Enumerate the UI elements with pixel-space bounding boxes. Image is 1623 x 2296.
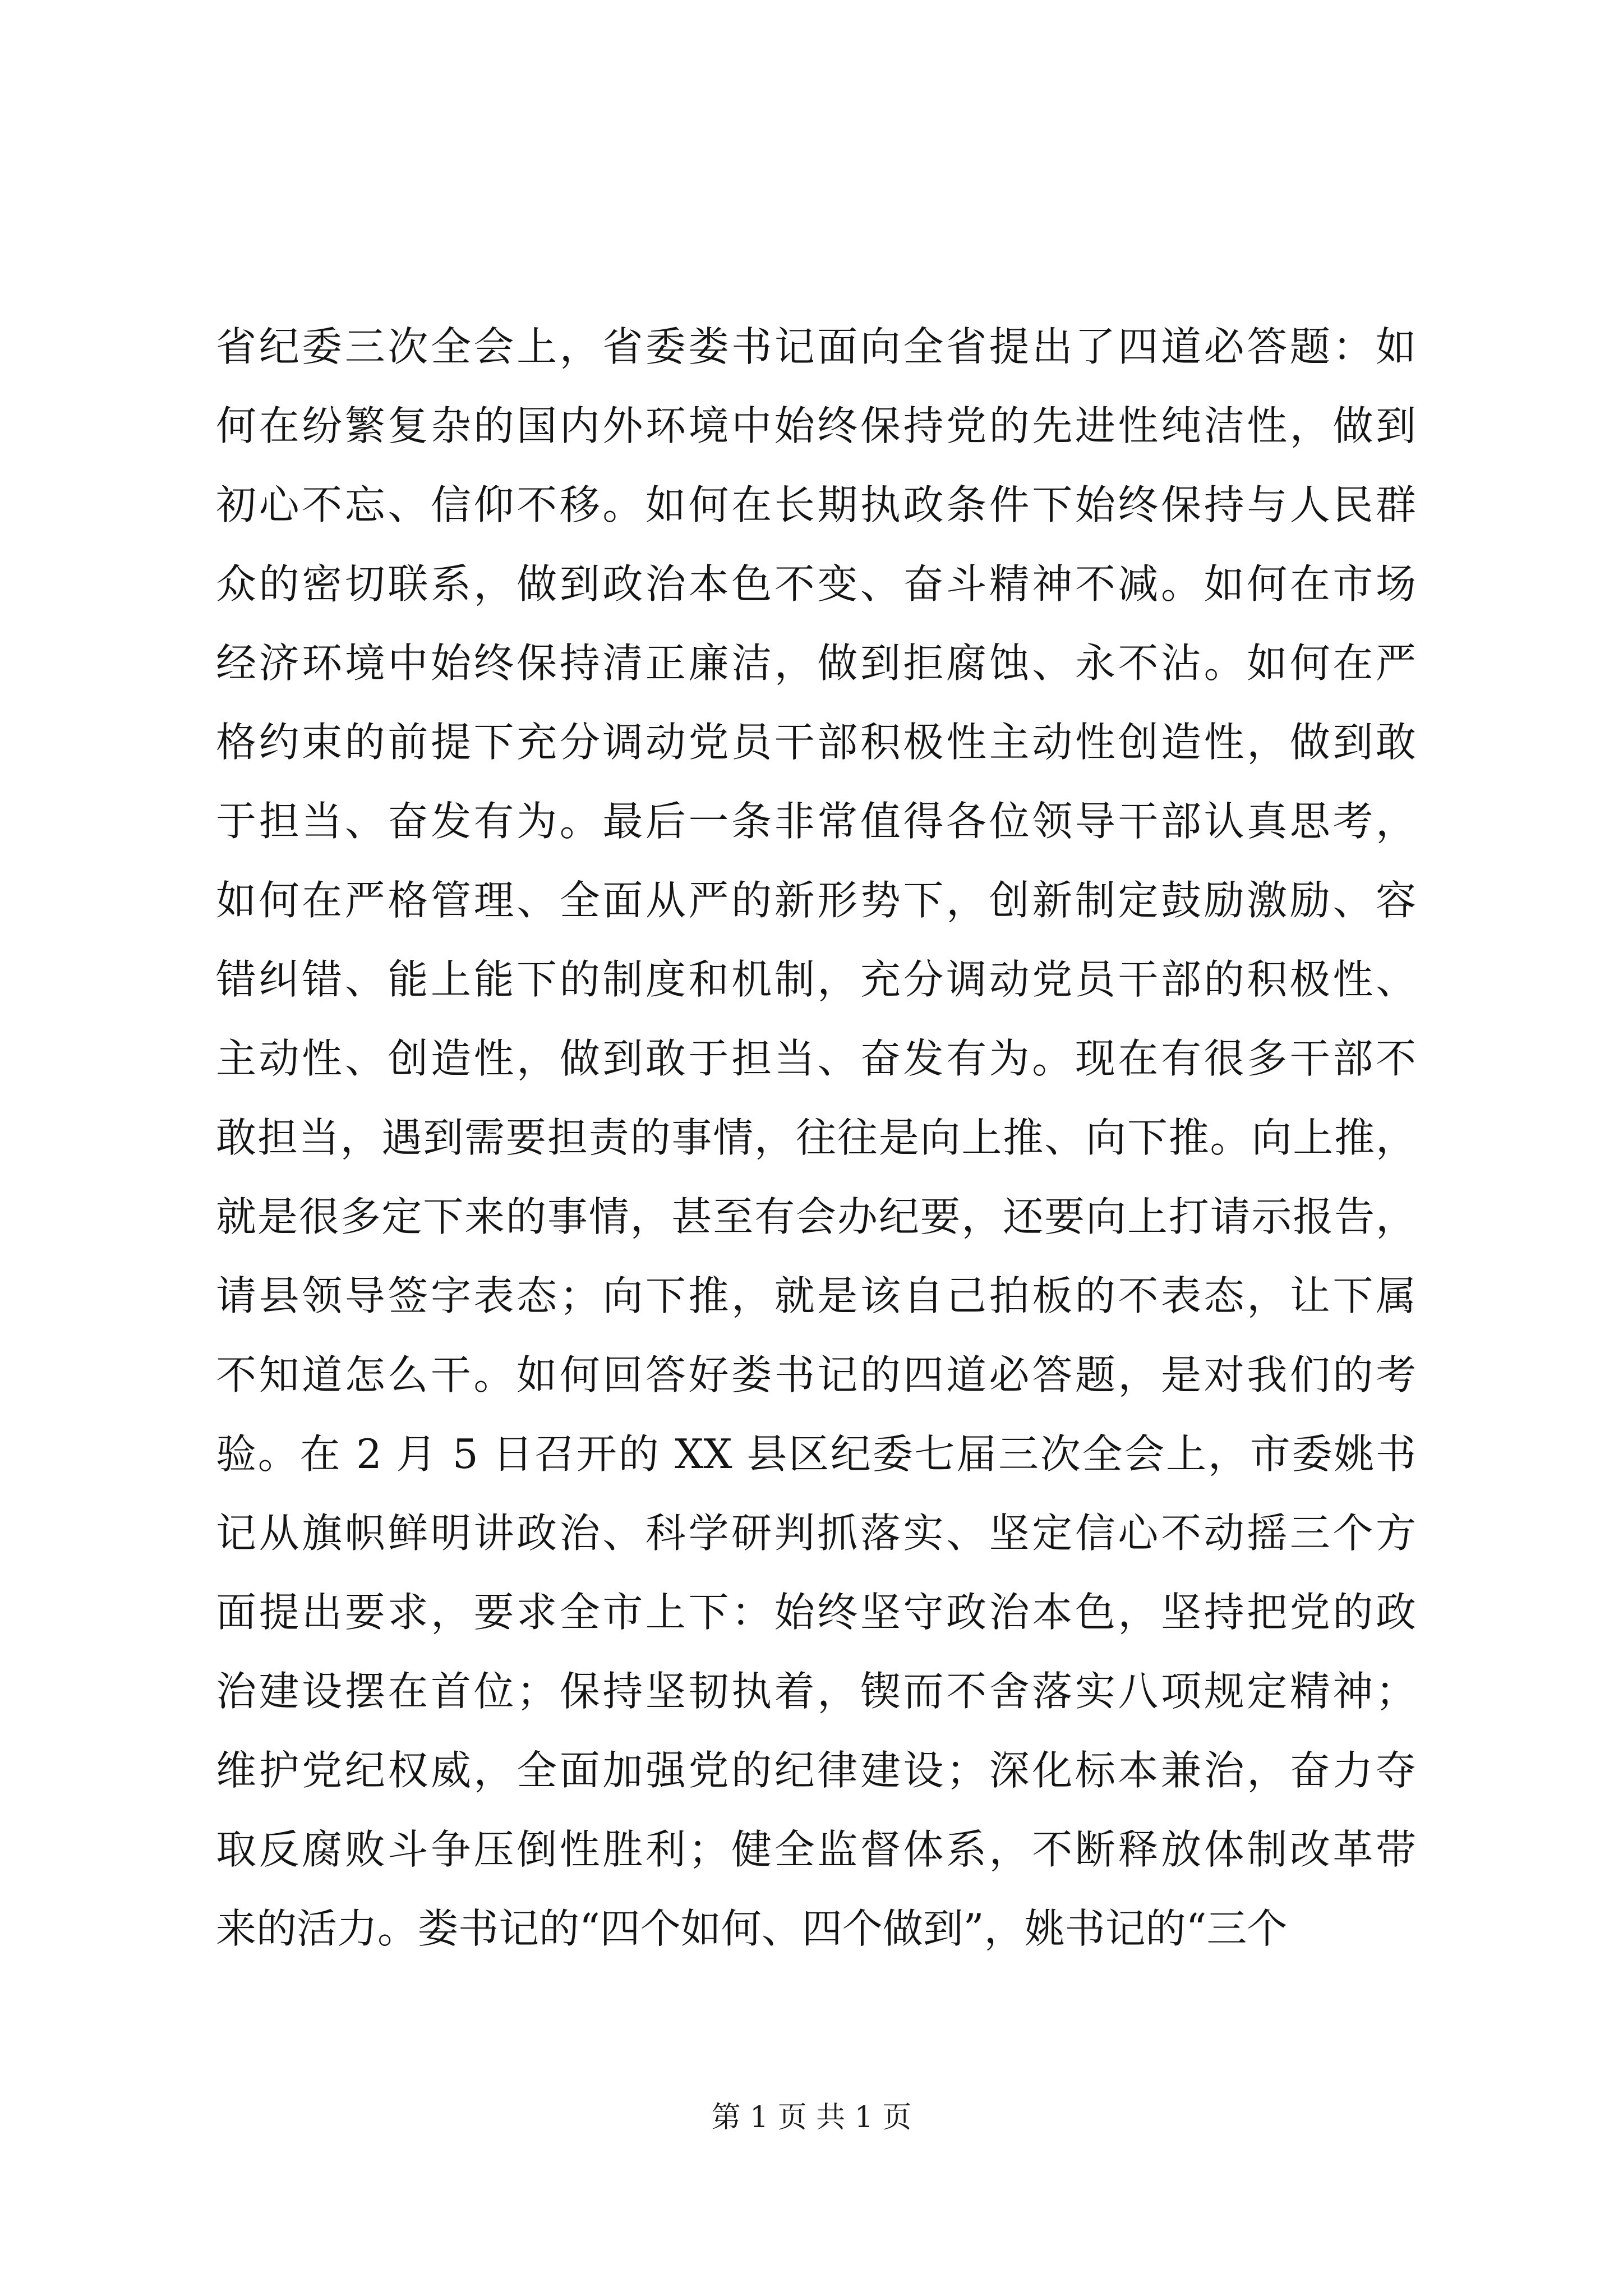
text-line-12: 就是很多定下来的事情，甚至有会办纪要，还要向上打请示报告， <box>216 1193 1416 1240</box>
text-line-2: 何在纷繁复杂的国内外环境中始终保持党的先进性纯洁性，做到 <box>216 402 1416 449</box>
text-line-4: 众的密切联系，做到政治本色不变、奋斗精神不减。如何在市场 <box>216 560 1416 608</box>
text-line-17: 面提出要求，要求全市上下：始终坚守政治本色，坚持把党的政 <box>216 1589 1416 1636</box>
text-line-10: 主动性、创造性，做到敢于担当、奋发有为。现在有很多干部不 <box>216 1035 1416 1082</box>
text-line-20: 取反腐败斗争压倒性胜利；健全监督体系，不断释放体制改革带 <box>216 1826 1416 1873</box>
text-line-9: 错纠错、能上能下的制度和机制，充分调动党员干部的积极性、 <box>216 956 1416 1003</box>
text-line-15: 验。在 2 月 5 日召开的 XX 县区纪委七届三次全会上，市委姚书 <box>216 1430 1416 1478</box>
text-line-14: 不知道怎么干。如何回答好娄书记的四道必答题，是对我们的考 <box>216 1351 1416 1398</box>
body-paragraph <box>216 307 1416 1968</box>
text-line-3: 初心不忘、信仰不移。如何在长期执政条件下始终保持与人民群 <box>216 481 1416 528</box>
text-line-8: 如何在严格管理、全面从严的新形势下，创新制定鼓励激励、容 <box>216 877 1416 924</box>
text-line-5: 经济环境中始终保持清正廉洁，做到拒腐蚀、永不沾。如何在严 <box>216 639 1416 687</box>
text-line-16: 记从旗帜鲜明讲政治、科学研判抓落实、坚定信心不动摇三个方 <box>216 1510 1416 1557</box>
text-line-11: 敢担当，遇到需要担责的事情，往往是向上推、向下推。向上推， <box>216 1114 1416 1161</box>
text-line-7: 于担当、奋发有为。最后一条非常值得各位领导干部认真思考， <box>216 798 1416 845</box>
text-line-1: 省纪委三次全会上，省委娄书记面向全省提出了四道必答题：如 <box>216 323 1416 370</box>
page-number-label: 第 1 页 共 1 页 <box>711 2101 912 2134</box>
text-line-21: 来的活力。娄书记的“四个如何、四个做到”，姚书记的“三个 <box>216 1905 1288 1952</box>
text-line-6: 格约束的前提下充分调动党员干部积极性主动性创造性，做到敢 <box>216 719 1416 766</box>
text-line-19: 维护党纪权威，全面加强党的纪律建设；深化标本兼治，奋力夺 <box>216 1747 1416 1794</box>
text-line-18: 治建设摆在首位；保持坚韧执着，锲而不舍落实八项规定精神； <box>216 1668 1416 1715</box>
text-line-13: 请县领导签字表态；向下推，就是该自己拍板的不表态，让下属 <box>216 1272 1416 1319</box>
page-footer <box>0 2098 1623 2137</box>
